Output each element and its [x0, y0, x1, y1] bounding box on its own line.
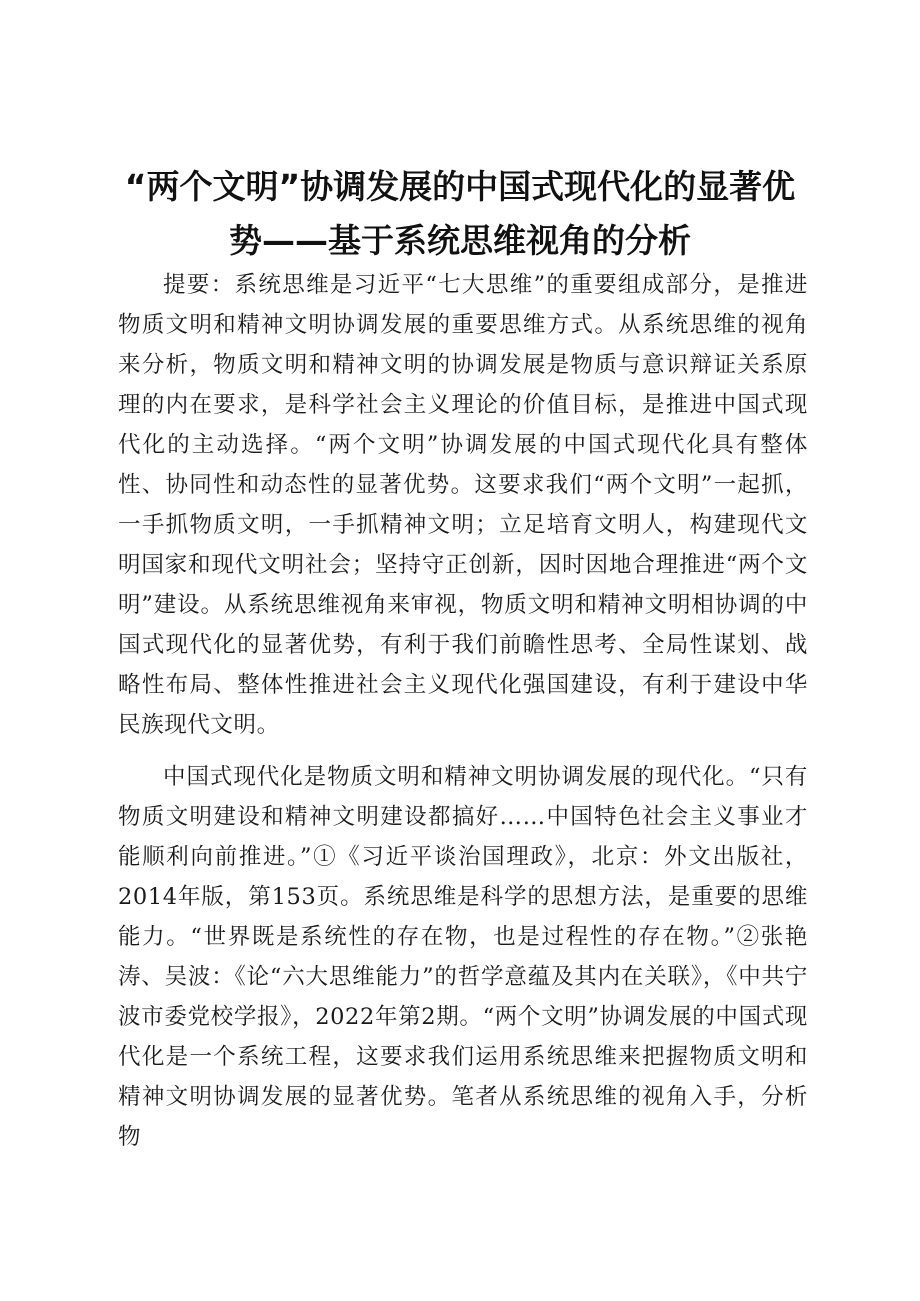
document-title: [100, 160, 820, 268]
title-line-2: 势——基于系统思维视角的分析: [229, 221, 691, 260]
document-body: [118, 265, 808, 1157]
body-paragraph: 中国式现代化是物质文明和精神文明协调发展的现代化。“只有物质文明建设和精神文明建设都搞好……中国特色社会主义事业才能顺利向前推进。”①《习近平谈治国理政》，北京：外文出版社，2014年版，第153页。系统思维是科学的思想方法，是重要的思维能力。“世界既是系统性的存在物，也是过程性的存在物。”②张艳涛、吴波：《论“六大思维能力”的哲学意蕴及其内在关联》，《中共宁波市委党校学报》，2022年第2期。“两个文明”协调发展的中国式现代化是一个系统工程，这要求我们运用系统思维来把握物质文明和精神文明协调发展的显著优势。笔者从系统思维的视角入手，分析物: [118, 764, 808, 1150]
title-line-1: “两个文明”协调发展的中国式现代化的显著优: [124, 167, 796, 206]
abstract-paragraph: 提要：系统思维是习近平“七大思维”的重要组成部分，是推进物质文明和精神文明协调发展的重要思维方式。从系统思维的视角来分析，物质文明和精神文明的协调发展是物质与意识辩证关系原理的内在要求，是科学社会主义理论的价值目标，是推进中国式现代化的主动选择。“两个文明”协调发展的中国式现代化具有整体性、协同性和动态性的显著优势。这要求我们“两个文明”一起抓，一手抓物质文明，一手抓精神文明；立足培育文明人，构建现代文明国家和现代文明社会；坚持守正创新，因时因地合理推进“两个文明”建设。从系统思维视角来审视，物质文明和精神文明相协调的中国式现代化的显著优势，有利于我们前瞻性思考、全局性谋划、战略性布局、整体性推进社会主义现代化强国建设，有利于建设中华民族现代文明。: [118, 272, 808, 738]
